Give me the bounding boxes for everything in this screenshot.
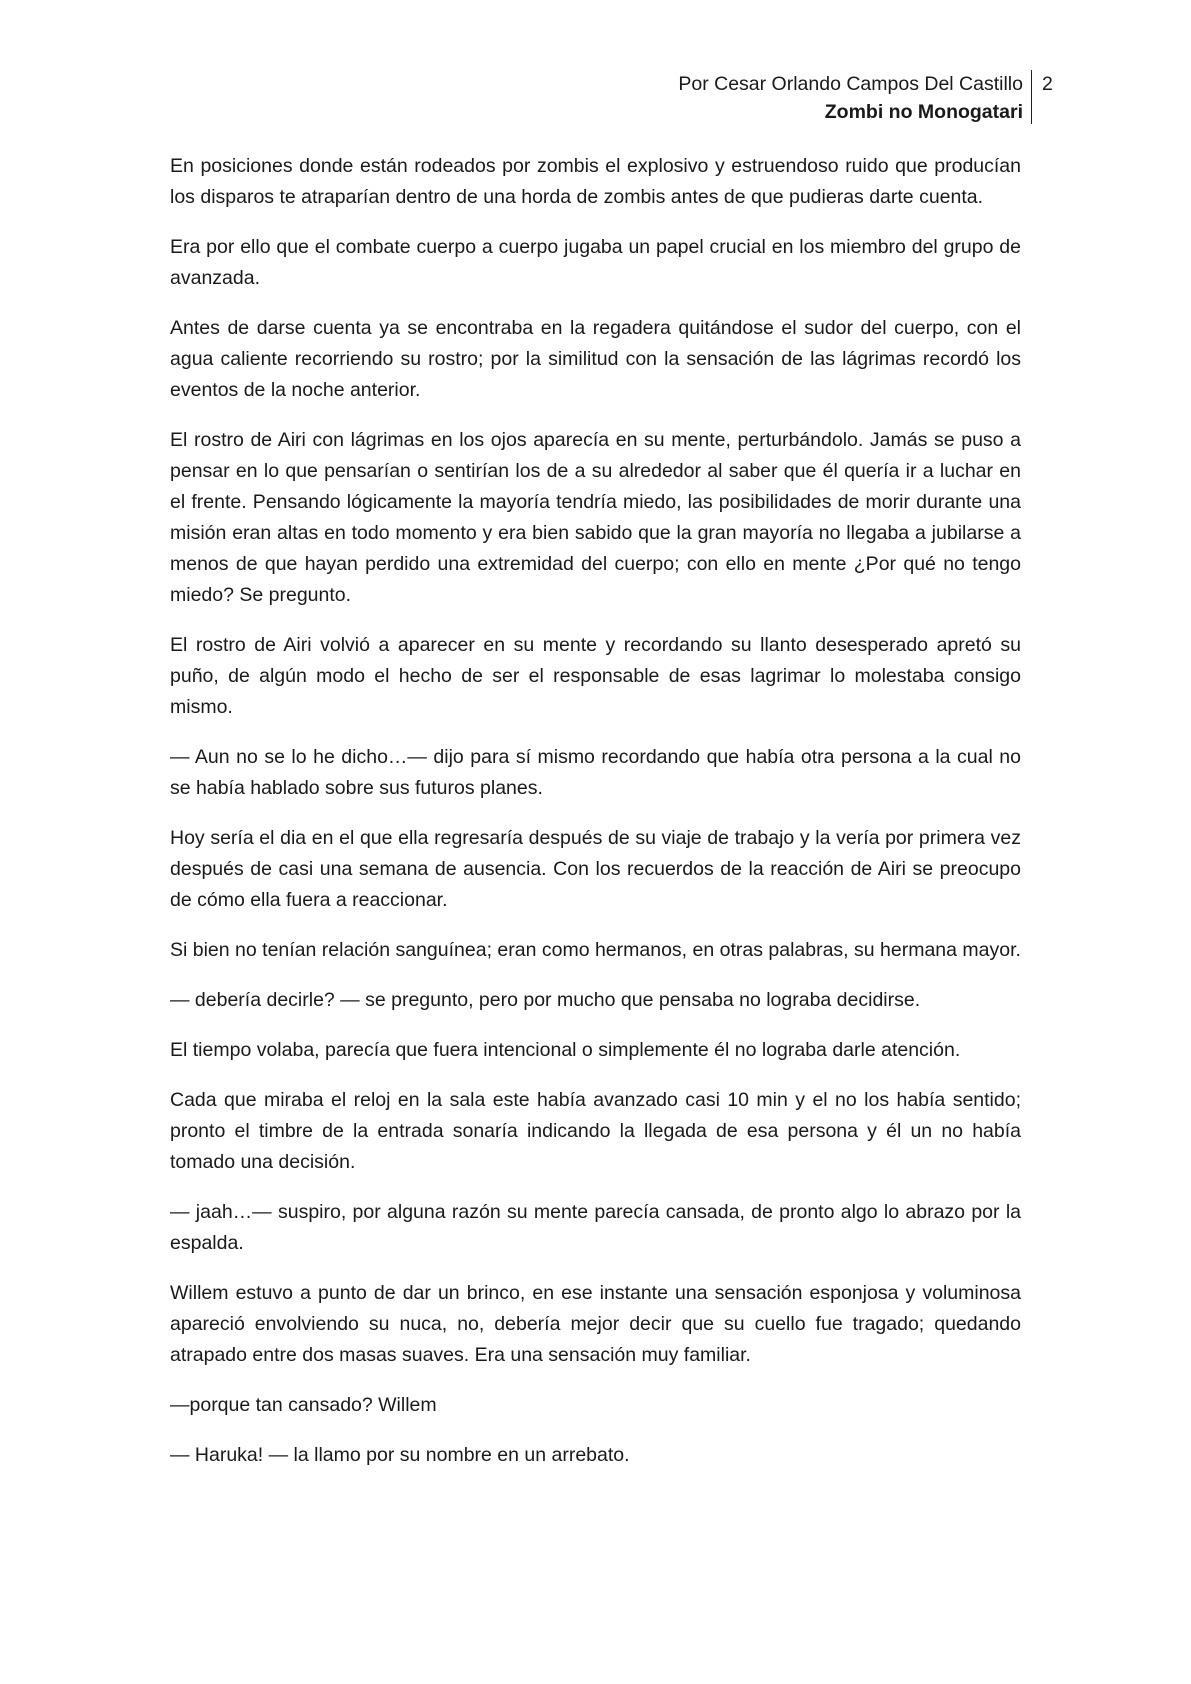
- paragraph: El rostro de Airi con lágrimas en los ojos aparecía en su mente, perturbándolo. Jamás se puso a pensar en lo que pensarían o sentirían los de a su alrededor al saber que él quería ir a luchar en el frente. Pensando lógicamente la mayoría tendría miedo, las posibilidades de morir durante una misión eran altas en todo momento y era bien sabido que la gran mayoría no llegaba a jubilarse a menos de que hayan perdido una extremidad del cuerpo; con ello en mente ¿Por qué no tengo miedo? Se pregunto.: [170, 429, 1021, 606]
- paragraph: Si bien no tenían relación sanguínea; eran como hermanos, en otras palabras, su hermana mayor.: [170, 939, 1021, 961]
- paragraph: — jaah…— suspiro, por alguna razón su mente parecía cansada, de pronto algo lo abrazo por la espalda.: [170, 1201, 1021, 1254]
- page-header: [678, 70, 1023, 126]
- paragraph: El tiempo volaba, parecía que fuera intencional o simplemente él no lograba darle atención.: [170, 1039, 961, 1061]
- paragraph: Antes de darse cuenta ya se encontraba en la regadera quitándose el sudor del cuerpo, con el agua caliente recorriendo su rostro; por la similitud con la sensación de las lágrimas recordó los eventos de la noche anterior.: [170, 317, 1021, 401]
- author-line: Por Cesar Orlando Campos Del Castillo: [678, 73, 1023, 95]
- paragraph: Hoy sería el dia en el que ella regresaría después de su viaje de trabajo y la vería por primera vez después de casi una semana de ausencia. Con los recuerdos de la reacción de Airi se preocupo de cómo ella fuera a reaccionar.: [170, 827, 1021, 911]
- paragraph: —porque tan cansado? Willem: [170, 1394, 437, 1416]
- paragraph: En posiciones donde están rodeados por zombis el explosivo y estruendoso ruido que producían los disparos te atraparían dentro de una horda de zombis antes de que pudieras darte cuenta.: [170, 155, 1021, 208]
- book-title: Zombi no Monogatari: [824, 101, 1023, 123]
- page-number: 2: [1042, 73, 1053, 95]
- paragraph: Willem estuvo a punto de dar un brinco, en ese instante una sensación esponjosa y voluminosa apareció envolviendo su nuca, no, debería mejor decir que su cuello fue tragado; quedando atrapado entre dos masas suaves. Era una sensación muy familiar.: [170, 1282, 1021, 1366]
- document-body: [170, 151, 1021, 1490]
- paragraph: — debería decirle? — se pregunto, pero por mucho que pensaba no lograba decidirse.: [170, 989, 921, 1011]
- paragraph: El rostro de Airi volvió a aparecer en su mente y recordando su llanto desesperado apretó su puño, de algún modo el hecho de ser el responsable de esas lagrimar lo molestaba consigo mismo.: [170, 634, 1021, 718]
- paragraph: Cada que miraba el reloj en la sala este había avanzado casi 10 min y el no los había sentido; pronto el timbre de la entrada sonaría indicando la llegada de esa persona y él un no había tomado una decisión.: [170, 1089, 1021, 1173]
- paragraph: — Haruka! — la llamo por su nombre en un arrebato.: [170, 1444, 630, 1466]
- paragraph: — Aun no se lo he dicho…— dijo para sí mismo recordando que había otra persona a la cual no se había hablado sobre sus futuros planes.: [170, 746, 1021, 799]
- header-divider: [1031, 70, 1032, 124]
- paragraph: Era por ello que el combate cuerpo a cuerpo jugaba un papel crucial en los miembro del grupo de avanzada.: [170, 236, 1021, 289]
